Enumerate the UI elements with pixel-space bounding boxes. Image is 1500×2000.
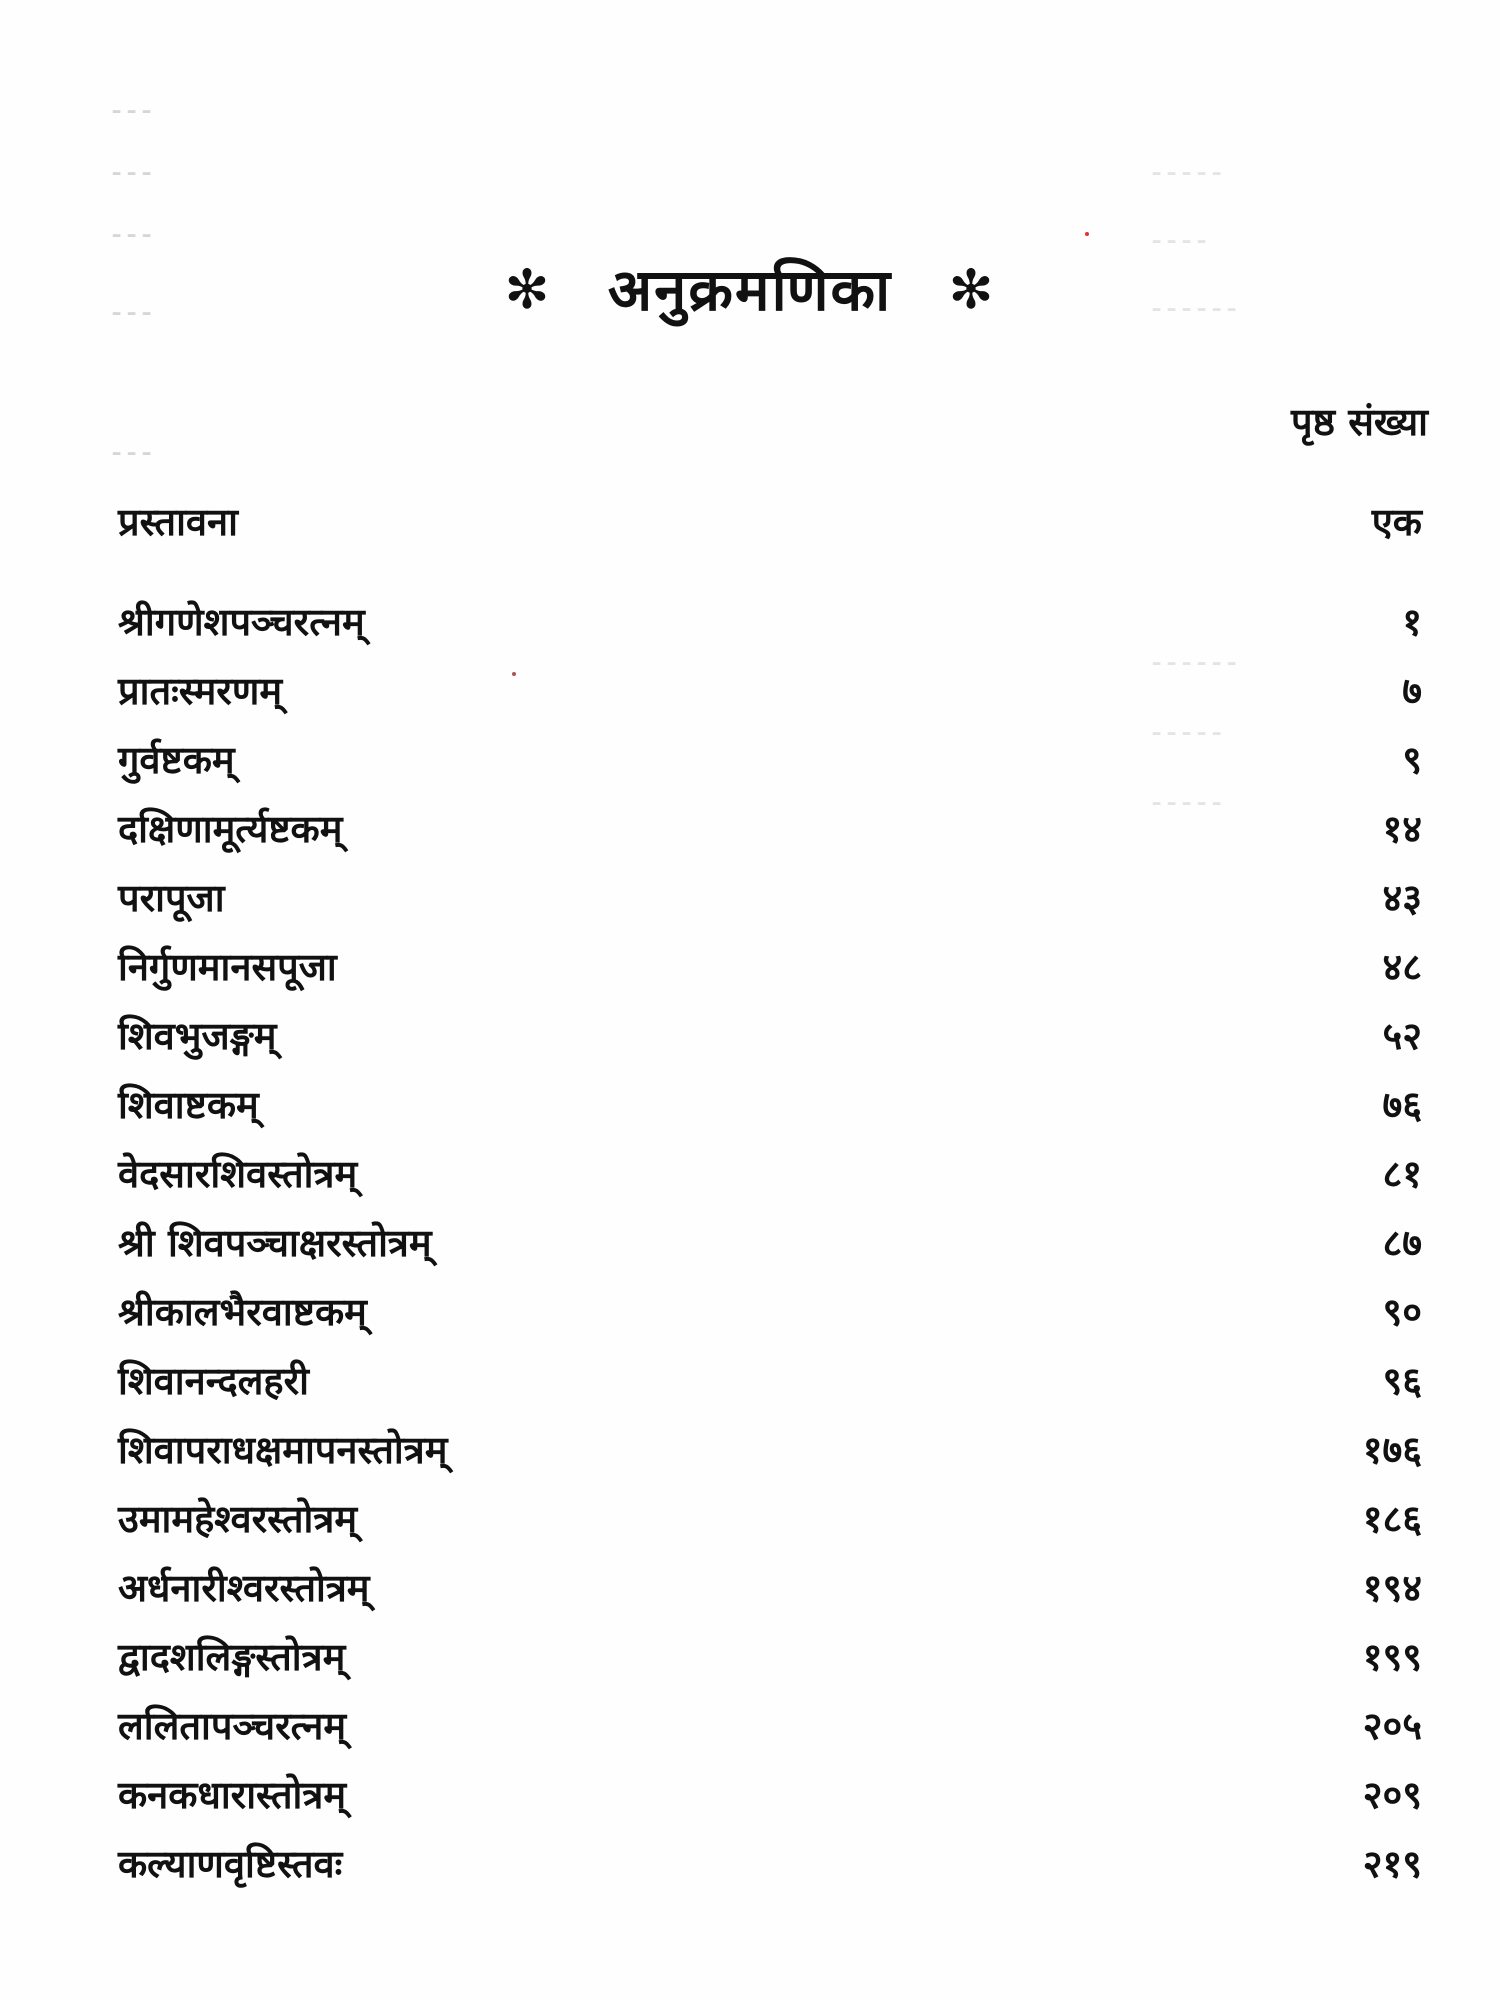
bleed-through-mark: ⁃⁃⁃⁃ [1150, 228, 1210, 258]
entry-title: शिवापराधक्षमापनस्तोत्रम् [118, 1428, 448, 1472]
entry-title: दक्षिणामूर्त्यष्टकम् [118, 807, 343, 851]
entry-title: निर्गुणमानसपूजा [118, 945, 337, 989]
toc-entry [118, 1147, 1422, 1207]
entry-page-number: ४३ [1382, 876, 1422, 920]
entry-title: वेदसारशिवस्तोत्रम् [118, 1152, 358, 1196]
entry-page-number: २०५ [1362, 1704, 1422, 1748]
entry-title: प्रातःस्मरणम् [118, 669, 283, 713]
toc-entry [118, 664, 1422, 724]
entry-title: शिवानन्दलहरी [118, 1359, 309, 1403]
bleed-through-mark: ⁃⁃⁃⁃⁃ [1150, 790, 1225, 820]
entry-page-number: ९० [1382, 1290, 1422, 1334]
entry-page-number: १७६ [1362, 1428, 1422, 1472]
entry-title: प्रस्तावना [118, 500, 238, 544]
entry-title: शिवभुजङ्गम् [118, 1014, 277, 1058]
page-number-column-header: पृष्ठ संख्या [1291, 400, 1428, 444]
entry-title: परापूजा [118, 876, 225, 920]
toc-entry [118, 1699, 1422, 1759]
toc-entry [118, 733, 1422, 793]
toc-entry [118, 802, 1422, 862]
toc-entry [118, 1285, 1422, 1345]
entry-title: अर्धनारीश्वरस्तोत्रम् [118, 1566, 370, 1610]
entry-page-number: ९ [1402, 738, 1422, 782]
entry-page-number: ८७ [1382, 1221, 1422, 1265]
entry-page-number: १९९ [1362, 1635, 1422, 1679]
entry-title: ललितापञ्चरत्नम् [118, 1704, 347, 1748]
toc-entry [118, 940, 1422, 1000]
ink-speck [1085, 232, 1089, 236]
page-title [0, 248, 1500, 327]
toc-entry [118, 595, 1422, 655]
entry-page-number: १८६ [1362, 1497, 1422, 1541]
toc-entry [118, 1009, 1422, 1069]
toc-entry [118, 1837, 1422, 1897]
entry-page-number: एक [1371, 500, 1422, 544]
toc-entry [118, 495, 1422, 555]
entry-page-number: २१९ [1362, 1842, 1422, 1886]
toc-entry [118, 1078, 1422, 1138]
bleed-through-mark: ⁃⁃⁃⁃⁃ [1150, 720, 1225, 750]
bleed-through-mark: ⁃⁃⁃ [110, 440, 155, 470]
bleed-through-mark: ⁃⁃⁃⁃⁃⁃ [1150, 296, 1240, 326]
asterisk-ornament-icon: ✻ [948, 258, 996, 321]
entry-page-number: ७ [1402, 669, 1422, 713]
bleed-through-mark: ⁃⁃⁃ [110, 222, 155, 252]
entry-page-number: ९६ [1382, 1359, 1422, 1403]
toc-entry [118, 1492, 1422, 1552]
toc-entry [118, 1630, 1422, 1690]
entry-page-number: ८१ [1382, 1152, 1422, 1196]
entry-page-number: १९४ [1362, 1566, 1422, 1610]
entry-page-number: १ [1402, 600, 1422, 644]
entry-page-number: ७६ [1382, 1083, 1422, 1127]
asterisk-ornament-icon: ✻ [504, 258, 552, 321]
bleed-through-mark: ⁃⁃⁃ [110, 160, 155, 190]
bleed-through-mark: ⁃⁃⁃⁃⁃ [1150, 160, 1225, 190]
entry-title: उमामहेश्वरस्तोत्रम् [118, 1497, 358, 1541]
entry-title: द्वादशलिङ्गस्तोत्रम् [118, 1635, 346, 1679]
toc-entry [118, 1216, 1422, 1276]
toc-entry [118, 1561, 1422, 1621]
entry-page-number: १४ [1382, 807, 1422, 851]
entry-page-number: ४८ [1382, 945, 1422, 989]
entry-title: कल्याणवृष्टिस्तवः [118, 1842, 343, 1886]
toc-entry [118, 1768, 1422, 1828]
entry-title: शिवाष्टकम् [118, 1083, 259, 1127]
bleed-through-mark: ⁃⁃⁃⁃⁃⁃ [1150, 650, 1240, 680]
toc-entry [118, 871, 1422, 931]
toc-entry [118, 1354, 1422, 1414]
entry-title: श्रीगणेशपञ्चरत्नम् [118, 600, 365, 644]
title-text: अनुक्रमणिका [607, 256, 893, 324]
entry-title: गुर्वष्टकम् [118, 738, 235, 782]
toc-entry [118, 1423, 1422, 1483]
bleed-through-mark: ⁃⁃⁃ [110, 98, 155, 128]
entry-page-number: २०९ [1362, 1773, 1422, 1817]
entry-title: कनकधारास्तोत्रम् [118, 1773, 347, 1817]
entry-title: श्री शिवपञ्चाक्षरस्तोत्रम् [118, 1221, 432, 1265]
entry-page-number: ५२ [1382, 1014, 1422, 1058]
entry-title: श्रीकालभैरवाष्टकम् [118, 1290, 367, 1334]
bleed-through-mark: ⁃⁃⁃ [110, 300, 155, 330]
